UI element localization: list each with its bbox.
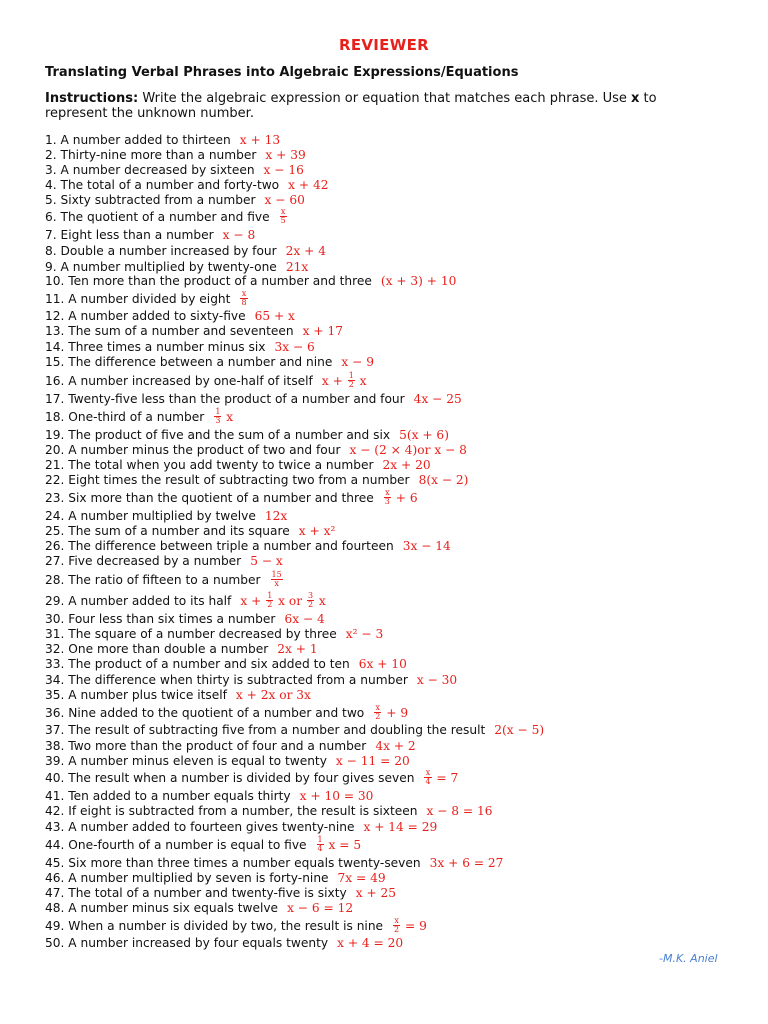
item-answer: x − 30 (416, 673, 458, 687)
item-answer: (x + 3) + 10 (380, 274, 457, 288)
item-answer: x − 8 = 16 (426, 804, 493, 818)
item-answer: x − 16 (263, 163, 304, 177)
item-answer: x² − 3 (345, 627, 384, 641)
question-item (45, 148, 306, 162)
item-answer: $\frac{x}{8}$ (241, 289, 247, 307)
item-phrase: The ratio of fifteen to a number (68, 573, 261, 587)
question-item (45, 193, 305, 207)
item-phrase: One more than double a number (68, 642, 269, 656)
item-number: 48. (45, 901, 69, 915)
item-answer: 4x − 25 (413, 392, 462, 406)
item-answer: x + 10 = 30 (299, 789, 374, 803)
item-answer: x − 9 (341, 355, 374, 369)
item-number: 21. (45, 458, 69, 472)
item-phrase: The sum of a number and its square (68, 524, 290, 538)
item-answer: $\frac{x}{3}$ + 6 (384, 488, 418, 506)
question-item (45, 918, 427, 935)
item-answer: x + 25 (355, 886, 397, 900)
item-number: 22. (45, 473, 69, 487)
question-item (45, 274, 456, 288)
item-answer: x + 42 (288, 178, 329, 192)
item-number: 3. (45, 163, 61, 177)
item-answer: x + 39 (265, 148, 306, 162)
question-item (45, 373, 367, 390)
item-phrase: The difference between a number and nine (68, 355, 333, 369)
item-phrase: A number added to thirteen (60, 133, 231, 147)
item-phrase: One-fourth of a number is equal to five (68, 838, 307, 852)
item-phrase: Three times a number minus six (68, 340, 266, 354)
item-number: 35. (45, 688, 69, 702)
item-number: 7. (45, 228, 61, 242)
item-number: 32. (45, 642, 69, 656)
item-phrase: A number minus six equals twelve (68, 901, 279, 915)
item-number: 49. (45, 919, 69, 933)
author-credit: -M.K. Aniel (659, 952, 718, 965)
item-answer: 3x + 6 = 27 (429, 856, 504, 870)
question-item (45, 473, 468, 487)
item-phrase: The difference when thirty is subtracted from a number (68, 673, 408, 687)
question-item (45, 178, 328, 192)
item-phrase: If eight is subtracted from a number, the result is sixteen (68, 804, 418, 818)
question-item (45, 490, 418, 507)
item-answer: x + x² (298, 524, 336, 538)
item-answer: $\frac{15}{x}$ (271, 570, 282, 588)
item-phrase: Nine added to the quotient of a number and two (68, 706, 365, 720)
item-answer: x − 6 = 12 (287, 901, 354, 915)
item-number: 10. (45, 274, 69, 288)
question-item (45, 871, 386, 885)
item-phrase: The result of subtracting five from a number and doubling the result (68, 723, 486, 737)
instructions-label: Instructions: (45, 91, 139, 106)
item-phrase: Ten more than the product of a number and three (68, 274, 372, 288)
question-item (45, 754, 410, 768)
item-number: 34. (45, 673, 69, 687)
item-answer: x − 8 (222, 228, 256, 242)
question-item (45, 244, 326, 258)
item-number: 12. (45, 309, 69, 323)
item-number: 9. (45, 260, 61, 274)
item-number: 1. (45, 133, 61, 147)
item-phrase: A number multiplied by twenty-one (60, 260, 277, 274)
item-phrase: Thirty-nine more than a number (60, 148, 257, 162)
item-phrase: A number decreased by sixteen (60, 163, 255, 177)
item-number: 20. (45, 443, 69, 457)
question-item (45, 739, 416, 753)
item-phrase: A number added to fourteen gives twenty-nine (68, 820, 355, 834)
item-phrase: The sum of a number and seventeen (68, 324, 294, 338)
question-item (45, 524, 335, 538)
item-answer: x + 2x or 3x (235, 688, 311, 702)
question-item (45, 392, 462, 406)
question-item (45, 163, 304, 177)
item-answer: 2(x − 5) (494, 723, 545, 737)
item-number: 2. (45, 148, 61, 162)
question-item (45, 612, 325, 626)
item-number: 42. (45, 804, 69, 818)
item-number: 47. (45, 886, 69, 900)
question-item (45, 837, 361, 854)
item-number: 41. (45, 789, 69, 803)
item-number: 46. (45, 871, 69, 885)
question-item (45, 509, 287, 523)
item-number: 11. (45, 292, 69, 306)
question-item (45, 723, 544, 737)
question-item (45, 228, 255, 242)
item-answer: 5(x + 6) (399, 428, 449, 442)
item-number: 16. (45, 374, 69, 388)
item-phrase: Eight times the result of subtracting two from a number (68, 473, 410, 487)
item-number: 24. (45, 509, 69, 523)
item-number: 45. (45, 856, 69, 870)
item-answer: 21x (285, 260, 309, 274)
question-item (45, 657, 407, 671)
item-answer: $\frac{x}{5}$ (280, 207, 286, 225)
question-item (45, 642, 318, 656)
item-phrase: The product of five and the sum of a number and six (68, 428, 391, 442)
item-number: 13. (45, 324, 69, 338)
instructions-text-2: to represent the unknown number. (45, 91, 657, 121)
page-subtitle: Translating Verbal Phrases into Algebraic Expressions/Equations (45, 65, 519, 80)
item-number: 27. (45, 554, 69, 568)
question-item (45, 627, 383, 641)
question-item (45, 901, 353, 915)
item-number: 43. (45, 820, 69, 834)
item-answer: 6x + 10 (358, 657, 407, 671)
item-answer: x − 11 = 20 (335, 754, 410, 768)
item-answer: x + $\frac{1}{2}$ x (321, 371, 367, 389)
question-item (45, 804, 493, 818)
item-number: 50. (45, 936, 69, 950)
question-item (45, 673, 457, 687)
item-phrase: Sixty subtracted from a number (60, 193, 256, 207)
item-phrase: Four less than six times a number (68, 612, 276, 626)
item-answer: 2x + 1 (277, 642, 318, 656)
item-phrase: Ten added to a number equals thirty (68, 789, 291, 803)
item-number: 37. (45, 723, 69, 737)
question-item (45, 409, 233, 426)
question-item (45, 770, 458, 787)
item-answer: 7x = 49 (337, 871, 386, 885)
item-answer: x + 4 = 20 (337, 936, 404, 950)
question-item (45, 789, 373, 803)
question-item (45, 209, 288, 226)
item-number: 39. (45, 754, 69, 768)
item-answer: 8(x − 2) (418, 473, 469, 487)
item-phrase: A number added to sixty-five (68, 309, 246, 323)
item-phrase: The difference between triple a number and fourteen (68, 539, 394, 553)
item-answer: $\frac{1}{4}$ x = 5 (317, 835, 362, 853)
question-item (45, 428, 449, 442)
item-answer: $\frac{x}{4}$ = 7 (425, 768, 459, 786)
question-item (45, 856, 503, 870)
question-item (45, 340, 315, 354)
question-item (45, 355, 374, 369)
item-phrase: One-third of a number (68, 410, 205, 424)
item-phrase: The total when you add twenty to twice a number (68, 458, 374, 472)
item-phrase: Six more than three times a number equals twenty-seven (68, 856, 421, 870)
item-phrase: A number plus twice itself (68, 688, 227, 702)
question-item (45, 291, 249, 308)
item-answer: x + $\frac{1}{2}$ x or $\frac{3}{2}$ x (240, 591, 326, 609)
item-number: 31. (45, 627, 69, 641)
question-item (45, 309, 295, 323)
question-item (45, 820, 437, 834)
item-answer: x − (2 × 4)or x − 8 (349, 443, 467, 457)
item-phrase: Twenty-five less than the product of a number and four (68, 392, 405, 406)
item-number: 25. (45, 524, 69, 538)
question-item (45, 936, 403, 950)
item-number: 38. (45, 739, 69, 753)
question-item (45, 443, 467, 457)
item-phrase: A number multiplied by seven is forty-nine (68, 871, 329, 885)
item-answer: 4x + 2 (375, 739, 416, 753)
item-answer: $\frac{1}{3}$ x (215, 407, 234, 425)
item-number: 30. (45, 612, 69, 626)
question-item (45, 886, 396, 900)
item-phrase: When a number is divided by two, the result is nine (68, 919, 384, 933)
item-number: 40. (45, 771, 69, 785)
item-phrase: A number divided by eight (68, 292, 231, 306)
item-answer: 12x (264, 509, 288, 523)
question-item (45, 688, 311, 702)
item-phrase: Double a number increased by four (60, 244, 277, 258)
item-phrase: A number multiplied by twelve (68, 509, 256, 523)
item-number: 14. (45, 340, 69, 354)
question-item (45, 458, 431, 472)
item-number: 33. (45, 657, 69, 671)
item-phrase: A number increased by one-half of itself (68, 374, 313, 388)
item-answer: $\frac{x}{2}$ + 9 (375, 703, 409, 721)
item-number: 28. (45, 573, 69, 587)
item-answer: x + 13 (239, 133, 281, 147)
item-number: 6. (45, 210, 61, 224)
instructions (45, 91, 685, 121)
instructions-text-1: Write the algebraic expression or equation that matches each phrase. Use (138, 91, 632, 106)
item-phrase: Five decreased by a number (68, 554, 242, 568)
item-answer: x + 14 = 29 (363, 820, 438, 834)
item-answer: 65 + x (254, 309, 295, 323)
page-title: REVIEWER (339, 36, 429, 54)
item-number: 4. (45, 178, 61, 192)
item-number: 36. (45, 706, 69, 720)
question-item (45, 705, 408, 722)
item-phrase: A number increased by four equals twenty (68, 936, 329, 950)
item-answer: $\frac{x}{2}$ = 9 (394, 916, 427, 934)
question-item (45, 324, 343, 338)
item-phrase: Eight less than a number (60, 228, 214, 242)
item-number: 15. (45, 355, 69, 369)
item-phrase: Six more than the quotient of a number and three (68, 491, 374, 505)
instructions-variable: x (631, 91, 640, 106)
question-item (45, 572, 284, 589)
question-item (45, 593, 326, 610)
item-phrase: The square of a number decreased by three (68, 627, 337, 641)
item-phrase: A number minus the product of two and four (68, 443, 341, 457)
item-phrase: The product of a number and six added to ten (68, 657, 350, 671)
item-phrase: A number added to its half (68, 594, 232, 608)
item-number: 18. (45, 410, 69, 424)
question-item (45, 554, 283, 568)
item-number: 8. (45, 244, 61, 258)
item-number: 19. (45, 428, 69, 442)
item-phrase: The quotient of a number and five (60, 210, 270, 224)
item-phrase: A number minus eleven is equal to twenty (68, 754, 327, 768)
item-answer: x − 60 (264, 193, 305, 207)
item-phrase: The total of a number and twenty-five is sixty (68, 886, 347, 900)
item-answer: 6x − 4 (284, 612, 325, 626)
item-phrase: The total of a number and forty-two (60, 178, 280, 192)
question-item (45, 133, 280, 147)
item-number: 26. (45, 539, 69, 553)
item-answer: 2x + 4 (285, 244, 326, 258)
question-item (45, 539, 451, 553)
item-answer: 5 − x (250, 554, 283, 568)
item-number: 17. (45, 392, 69, 406)
item-phrase: Two more than the product of four and a number (68, 739, 367, 753)
item-answer: 3x − 6 (274, 340, 315, 354)
question-item (45, 260, 308, 274)
item-number: 29. (45, 594, 69, 608)
item-answer: x + 17 (302, 324, 343, 338)
item-answer: 3x − 14 (402, 539, 451, 553)
item-phrase: The result when a number is divided by four gives seven (68, 771, 415, 785)
item-number: 5. (45, 193, 61, 207)
item-answer: 2x + 20 (382, 458, 431, 472)
item-number: 44. (45, 838, 69, 852)
item-number: 23. (45, 491, 69, 505)
